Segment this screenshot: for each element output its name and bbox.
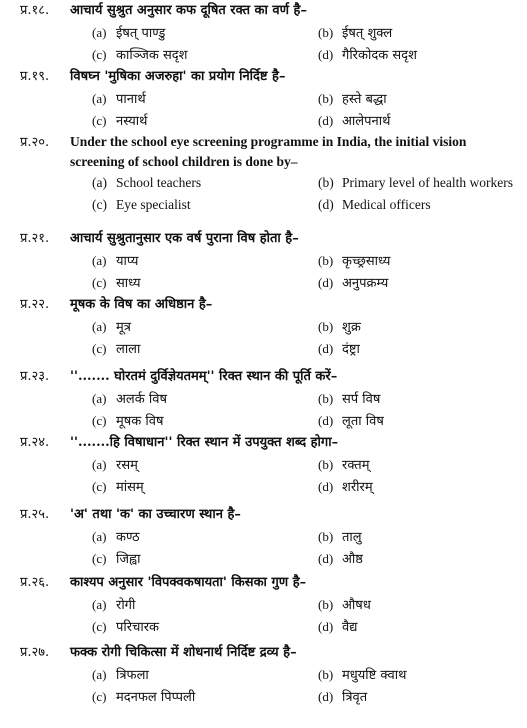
option-label: (d) <box>318 341 334 356</box>
option-label: (d) <box>318 689 334 704</box>
option-text: अनुपक्रम्य <box>342 276 389 291</box>
answer-option <box>318 44 417 66</box>
option-label: (c) <box>92 619 107 634</box>
option-text: मूत्र <box>116 320 131 335</box>
question-block <box>0 642 527 705</box>
option-text: त्रिवृत <box>342 690 368 705</box>
option-label: (b) <box>318 25 334 40</box>
question-block <box>0 432 527 495</box>
option-text: Primary level of health workers <box>342 175 513 190</box>
answer-option <box>92 454 138 476</box>
answer-option <box>92 172 201 194</box>
question-text: आचार्य सुश्रुत अनुसार कफ दूषित रक्त का वर्ण है– <box>70 3 307 18</box>
option-text: साध्य <box>116 276 141 291</box>
option-text: याप्य <box>116 254 139 269</box>
answer-option <box>92 594 135 616</box>
option-label: (b) <box>318 667 334 682</box>
answer-option <box>92 22 165 44</box>
option-text: Medical officers <box>342 197 431 212</box>
question-number: प्र.२२. <box>20 297 50 312</box>
option-label: (a) <box>92 25 107 40</box>
option-label: (a) <box>92 319 107 334</box>
answer-option <box>318 172 513 194</box>
answer-option <box>318 272 388 294</box>
answer-option <box>318 594 371 616</box>
question-block <box>0 66 527 129</box>
answer-option <box>318 410 384 432</box>
option-label: (b) <box>318 391 334 406</box>
option-text: School teachers <box>116 175 202 190</box>
option-label: (d) <box>318 479 334 494</box>
question-header <box>0 0 527 22</box>
option-text: वैद्य <box>342 620 358 635</box>
option-text: आलेपनार्थ <box>342 114 391 129</box>
answer-option <box>92 110 148 132</box>
option-text: नस्यार्थ <box>116 114 148 129</box>
question-number: प्र.१९. <box>20 69 50 84</box>
answer-option <box>92 664 149 686</box>
question-header <box>0 642 527 664</box>
answer-option <box>318 388 380 410</box>
question-block <box>0 132 527 212</box>
option-label: (a) <box>92 529 107 544</box>
question-header <box>0 366 527 388</box>
option-text: शुक्र <box>342 320 361 335</box>
question-text: मूषक के विष का अधिष्ठान है– <box>70 297 213 312</box>
question-header <box>0 132 527 172</box>
option-text: ईषत् पाण्डु <box>116 26 166 41</box>
option-text: जिह्वा <box>116 552 141 567</box>
answer-option <box>92 410 164 432</box>
answer-option <box>318 316 361 338</box>
option-label: (c) <box>92 479 107 494</box>
option-text: कण्ठ <box>116 530 140 545</box>
answer-option <box>318 548 363 570</box>
answer-option <box>92 316 131 338</box>
option-text: रसम् <box>116 458 138 473</box>
question-block <box>0 504 527 567</box>
question-block <box>0 228 527 291</box>
option-label: (b) <box>318 319 334 334</box>
option-label: (c) <box>92 275 107 290</box>
option-text: गैरिकोदक सदृश <box>342 48 417 63</box>
question-text: आचार्य सुश्रुतानुसार एक वर्ष पुराना विष होता है– <box>70 231 299 246</box>
question-block <box>0 572 527 635</box>
option-label: (a) <box>92 391 107 406</box>
option-text: अलर्क विष <box>116 392 167 407</box>
answer-option <box>92 194 191 216</box>
question-text: 'अ' तथा 'क' का उच्चारण स्थान है– <box>70 507 241 522</box>
option-text: त्रिफला <box>116 668 149 683</box>
answer-option <box>318 194 431 216</box>
question-text: काश्यप अनुसार 'विपक्वकषायता' किसका गुण है– <box>70 575 307 590</box>
question-header <box>0 504 527 526</box>
answer-option <box>92 44 188 66</box>
option-label: (a) <box>92 253 107 268</box>
answer-option <box>92 686 195 708</box>
answer-option <box>318 664 406 686</box>
answer-option <box>318 22 392 44</box>
question-block <box>0 294 527 357</box>
question-header <box>0 432 527 454</box>
option-text: लूता विष <box>342 414 384 429</box>
question-number: प्र.२४. <box>20 435 50 450</box>
option-text: Eye specialist <box>116 197 191 212</box>
question-text: फक्क रोगी चिकित्सा में शोधनार्थ निर्दिष्ट द्रव्य है– <box>70 645 297 660</box>
option-text: हस्ते बद्धा <box>342 92 387 107</box>
option-text: शरीरम् <box>342 480 373 495</box>
answer-option <box>318 526 362 548</box>
question-text: ''....... घोरतमं दुर्विज्ञेयतमम्'' रिक्त स्थान की पूर्ति करें– <box>70 369 338 384</box>
option-text: मधुयष्टि क्वाथ <box>342 668 407 683</box>
option-label: (d) <box>318 275 334 290</box>
option-text: औषध <box>342 598 371 613</box>
answer-option <box>318 454 369 476</box>
option-text: मदनफल पिप्पली <box>116 690 196 705</box>
option-label: (a) <box>92 457 107 472</box>
option-label: (d) <box>318 113 334 128</box>
option-label: (c) <box>92 47 107 62</box>
option-label: (a) <box>92 91 107 106</box>
question-block <box>0 0 527 63</box>
option-label: (c) <box>92 689 107 704</box>
answer-option <box>318 686 367 708</box>
answer-option <box>318 338 360 360</box>
answer-option <box>92 616 159 638</box>
option-text: पानार्थ <box>116 92 146 107</box>
option-label: (c) <box>92 551 107 566</box>
option-text: मांसम् <box>116 480 144 495</box>
question-header <box>0 228 527 250</box>
option-label: (d) <box>318 619 334 634</box>
option-label: (d) <box>318 551 334 566</box>
answer-option <box>92 476 144 498</box>
option-label: (b) <box>318 91 334 106</box>
question-text: ''.......हि विषाधान'' रिक्त स्थान में उपयुक्त शब्द होगा– <box>70 435 339 450</box>
option-label: (d) <box>318 47 334 62</box>
answer-option <box>318 616 357 638</box>
answer-option <box>92 88 146 110</box>
option-label: (c) <box>92 197 107 212</box>
question-header <box>0 294 527 316</box>
option-text: तालु <box>342 530 362 545</box>
question-number: प्र.१८. <box>20 3 50 18</box>
question-text: Under the school eye screening programme in India, the initial vision screening of school children is done by– <box>70 134 467 169</box>
answer-option <box>92 548 140 570</box>
question-header <box>0 572 527 594</box>
question-header <box>0 66 527 88</box>
option-label: (b) <box>318 457 334 472</box>
option-label: (b) <box>318 529 334 544</box>
question-block <box>0 366 527 429</box>
question-number: प्र.२३. <box>20 369 50 384</box>
option-text: औष्ठ <box>342 552 363 567</box>
option-label: (a) <box>92 667 107 682</box>
question-number: प्र.२१. <box>20 231 50 246</box>
option-text: मूषक विष <box>116 414 164 429</box>
question-number: प्र.२६. <box>20 575 50 590</box>
option-text: लाला <box>116 342 141 357</box>
option-label: (c) <box>92 113 107 128</box>
option-text: कृच्छ्रसाध्य <box>342 254 391 269</box>
option-label: (c) <box>92 413 107 428</box>
answer-option <box>92 388 167 410</box>
option-text: सर्प विष <box>342 392 381 407</box>
answer-option <box>92 526 140 548</box>
answer-option <box>318 110 390 132</box>
answer-option <box>318 250 390 272</box>
option-text: रक्तम् <box>342 458 370 473</box>
question-number: प्र.२०. <box>20 135 50 150</box>
option-label: (d) <box>318 413 334 428</box>
option-text: परिचारक <box>116 620 159 635</box>
option-text: दंष्ट्रा <box>342 342 360 357</box>
option-label: (c) <box>92 341 107 356</box>
answer-option <box>92 250 138 272</box>
option-label: (a) <box>92 597 107 612</box>
answer-option <box>318 88 387 110</box>
option-label: (b) <box>318 253 334 268</box>
option-label: (d) <box>318 197 334 212</box>
answer-option <box>92 272 141 294</box>
option-label: (b) <box>318 597 334 612</box>
answer-option <box>318 476 373 498</box>
question-number: प्र.२७. <box>20 645 50 660</box>
answer-option <box>92 338 140 360</box>
option-text: काञ्जिक सदृश <box>116 48 188 63</box>
question-text: विषघ्न 'मुषिका अजरुहा' का प्रयोग निर्दिष्ट है– <box>70 69 286 84</box>
option-text: ईषत् शुक्ल <box>342 26 393 41</box>
question-number: प्र.२५. <box>20 507 50 522</box>
option-text: रोगी <box>116 598 136 613</box>
option-label: (a) <box>92 175 107 190</box>
option-label: (b) <box>318 175 334 190</box>
